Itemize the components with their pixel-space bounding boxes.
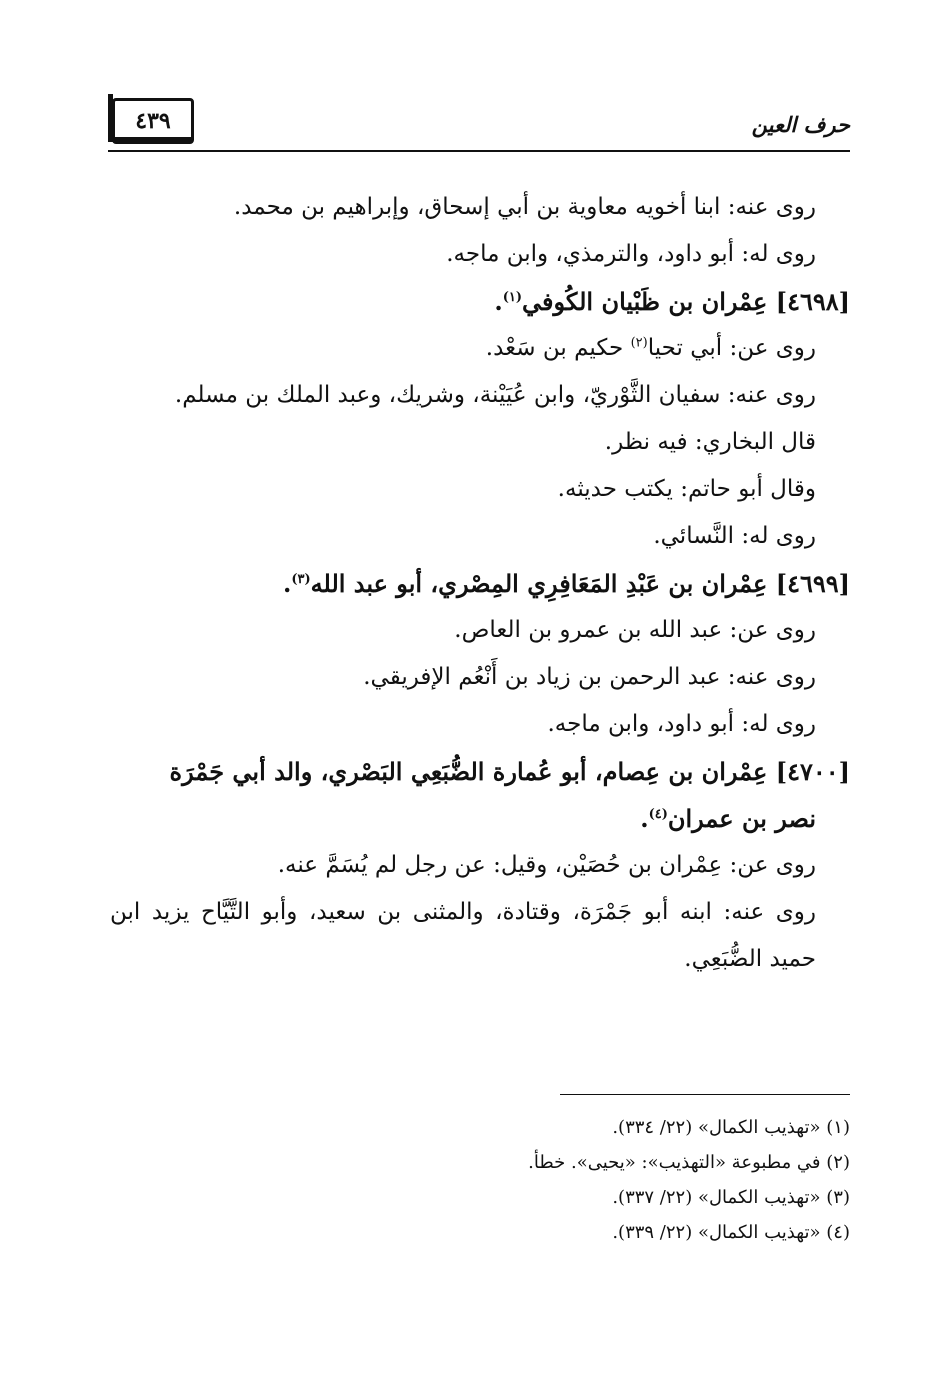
entry-4699-heading: [٤٦٩٩] عِمْران بن عَبْدِ المَعَافِرِي المِصْري، أبو عبد الله$^{(٣)}$. — [282, 569, 850, 598]
footnote-ref-2: (٢) — [630, 335, 648, 351]
narrated-by-line: روى عنه: ابنه أبو جَمْرَة، وقتادة، والمثنى بن سعيد، وأبو التَّيَّاح يزيد ابن حميد الضُّبَعِي. — [110, 899, 816, 972]
entry-4700-heading-cont: نصر بن عمران$^{(٤)}$. — [640, 804, 816, 833]
opinion-line: قال البخاري: فيه نظر. — [604, 429, 816, 455]
footnotes — [110, 1110, 850, 1250]
footnote-1: (١) «تهذيب الكمال» (٢٢/ ٣٣٤). — [612, 1117, 850, 1138]
narrated-by-line: روى عنه: سفيان الثَّوْريّ، وابن عُيَيْنة، وشريك، وعبد الملك بن مسلم. — [174, 382, 816, 408]
entry-4700-title-cont: نصر بن عمران — [667, 804, 816, 833]
entry-4699-title: [٤٦٩٩] عِمْران بن عَبْدِ المَعَافِرِي المِصْري، أبو عبد الله — [310, 569, 850, 598]
page-header — [108, 94, 850, 156]
narrated-from-line — [110, 325, 850, 372]
narrated-from-rest: حكيم بن سَعْد. — [485, 335, 631, 361]
narrated-from-text: روى عن: أبي تحيا — [647, 335, 816, 361]
footnote-ref-3: (٣) — [291, 572, 311, 587]
header-rule — [108, 150, 850, 152]
entry-4698-heading: [٤٦٩٨] عِمْران بن ظَبْيان الكُوفي$^{(١)}$. — [494, 287, 850, 316]
entry-4698-title: [٤٦٩٨] عِمْران بن ظَبْيان الكُوفي — [521, 287, 850, 316]
footnote-ref-4: (٤) — [648, 807, 668, 822]
footnote-separator — [560, 1094, 850, 1095]
footnote-3: (٣) «تهذيب الكمال» (٢٢/ ٣٣٧). — [612, 1187, 850, 1208]
footnote-4: (٤) «تهذيب الكمال» (٢٢/ ٣٣٩). — [612, 1222, 850, 1243]
opinion-line: وقال أبو حاتم: يكتب حديثه. — [557, 476, 816, 502]
footnote-2: (٢) في مطبوعة «التهذيب»: «يحيى». خطأ. — [528, 1152, 850, 1173]
narrated-from-line: روى عنه: ابنا أخويه معاوية بن أبي إسحاق، وإبراهيم بن محمد. — [233, 194, 816, 220]
narrated-by-line: روى عنه: عبد الرحمن بن زياد بن أَنْعُم الإفريقي. — [363, 664, 816, 690]
narrated-from-line: روى عن: عبد الله بن عمرو بن العاص. — [454, 617, 816, 643]
footnote-ref-1: (١) — [502, 290, 522, 305]
narrated-by-line: روى له: النَّسائي. — [653, 523, 816, 549]
page-number: ٤٣٩ — [112, 98, 194, 144]
narrated-by-line: روى له: أبو داود، والترمذي، وابن ماجه. — [446, 241, 816, 267]
narrated-from-line: روى عن: عِمْران بن حُصَيْن، وقيل: عن رجل لم يُسَمَّ عنه. — [277, 852, 816, 878]
body-text — [110, 184, 850, 983]
entry-4700-heading: [٤٧٠٠] عِمْران بن عِصام، أبو عُمارة الضُّبَعِي البَصْري، والد أبي جَمْرَة — [169, 757, 850, 786]
narrated-by-line: روى له: أبو داود، وابن ماجه. — [547, 711, 816, 737]
chapter-title: حرف العين — [751, 112, 850, 137]
